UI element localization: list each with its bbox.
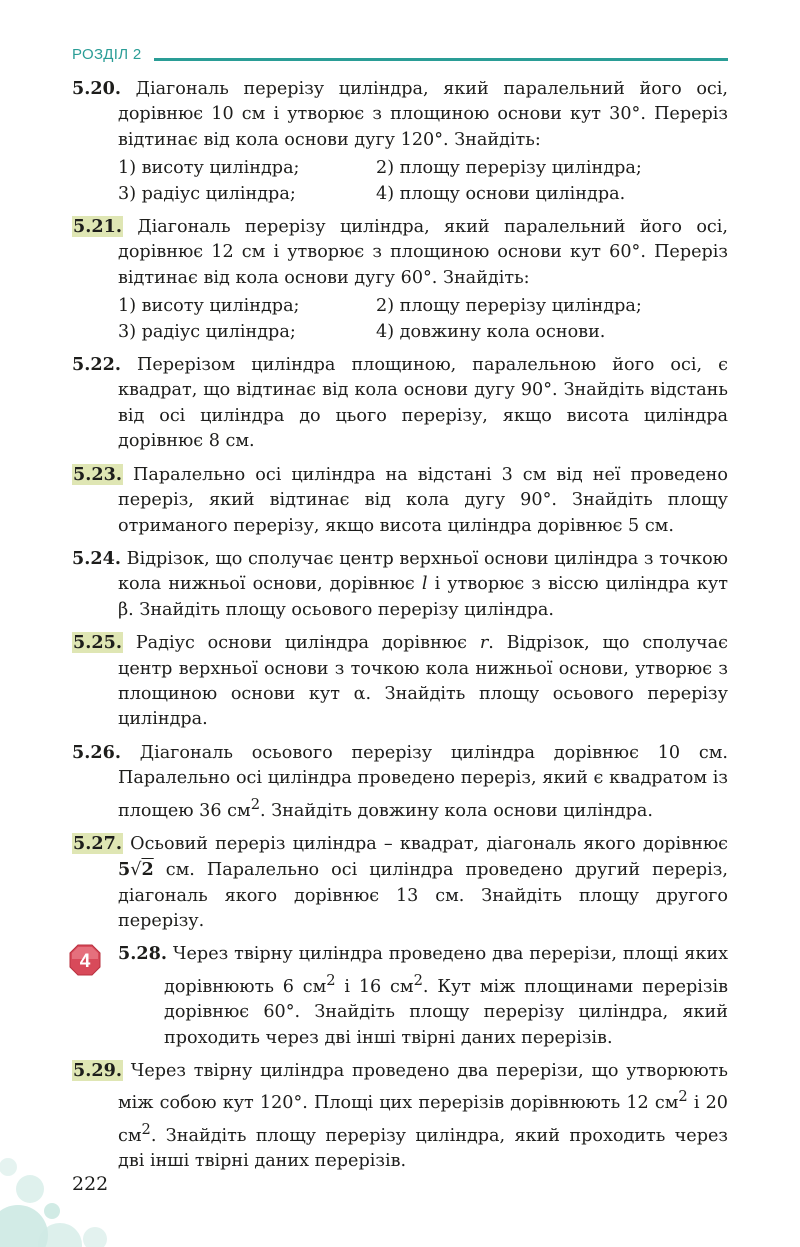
superscript: 2: [413, 971, 423, 989]
problem-number: 5.26.: [72, 741, 121, 763]
option-3: 3) радіус циліндра;: [118, 183, 296, 204]
problem-5-29: [72, 1058, 728, 1174]
problem-5-26: [72, 740, 728, 824]
problem-number: 5.22.: [72, 354, 121, 376]
problem-number: 5.25.: [73, 632, 122, 654]
problem-text-cont: і 16 см: [335, 976, 414, 997]
option-4: 4) довжину кола основи.: [376, 321, 606, 342]
option-4: 4) площу основи циліндра.: [376, 183, 626, 204]
problem-text: Осьовий переріз циліндра – квадрат, діагональ якого дорівнює: [122, 833, 728, 854]
problem-text-cont: . Кут між площинами перерізів дорівнює 60°. Знайдіть площу перерізу циліндра, який проходить через дві інші твірні даних перерізів.: [164, 976, 728, 1048]
superscript: 2: [326, 971, 336, 989]
problem-number: 5.27.: [73, 832, 122, 854]
problem-options: [72, 294, 728, 345]
problem-number: 5.20.: [72, 78, 121, 99]
problem-text-cont: і 20 см: [118, 1093, 728, 1146]
problem-text: Діагональ перерізу циліндра, який паралельний його осі, дорівнює 12 см і утворює з площиною основи кут 60°. Переріз відтинає від кола основи дугу 60°. Знайдіть:: [118, 217, 728, 288]
math-var-r: r: [479, 633, 489, 654]
problem-text-cont: . Знайдіть довжину кола основи циліндра.: [260, 800, 653, 821]
problem-5-20: [72, 76, 728, 207]
problem-text-cont: і утворює з віссю циліндра кут β. Знайдіть площу осьового перерізу циліндра.: [118, 574, 728, 620]
page-header: [72, 44, 728, 66]
problem-5-23: [72, 462, 728, 539]
option-3: 3) радіус циліндра;: [118, 321, 296, 342]
superscript: 2: [250, 795, 261, 813]
problem-5-25: [72, 630, 728, 733]
problem-number: 5.23.: [73, 463, 122, 485]
problems-list: [72, 76, 728, 1181]
superscript: 2: [141, 1120, 151, 1138]
math-coefficient: 5: [118, 859, 131, 881]
page-number: 222: [72, 1173, 109, 1195]
problem-text: Діагональ перерізу циліндра, який паралельний його осі, дорівнює 10 см і утворює з площиною основи кут 30°. Переріз відтинає від кола основи дугу 120°. Знайдіть:: [118, 79, 728, 150]
decorative-bubbles-icon: [0, 1127, 140, 1247]
problem-5-28: [72, 941, 728, 1050]
sqrt-sign: √: [130, 860, 142, 881]
section-label: РОЗДІЛ 2: [72, 46, 142, 63]
superscript: 2: [678, 1088, 688, 1106]
problem-5-27: [72, 831, 728, 935]
radicand: 2: [141, 859, 154, 881]
difficulty-level-4-icon: [68, 943, 102, 977]
option-1: 1) висоту циліндра;: [118, 296, 300, 317]
header-rule: [154, 58, 728, 61]
problem-text: Перерізом циліндра площиною, паралельною його осі, є квадрат, що відтинає від кола основи дугу 90°. Знайдіть відстань від осі циліндра до цього перерізу, якщо висота циліндра дорівнює 8 см.: [118, 355, 728, 452]
problem-text: Паралельно осі циліндра на відстані 3 см від неї проведено переріз, який відтинає від кола дугу 90°. Знайдіть площу отриманого перерізу, якщо висота циліндра дорівнює 5 см.: [118, 464, 728, 536]
option-2: 2) площу перерізу циліндра;: [376, 158, 642, 179]
problem-text: Діагональ осьового перерізу циліндра дорівнює 10 см. Паралельно осі циліндра проведено переріз, який є квадратом із площею 36 см: [118, 742, 728, 821]
problem-number: 5.24.: [72, 547, 121, 569]
problem-text: Відрізок, що сполучає центр верхньої основи циліндра з точкою кола нижньої основи, дорівнює: [118, 548, 728, 595]
math-var-l: l: [421, 574, 428, 595]
problem-text-cont: см. Паралельно осі циліндра проведено другий переріз, діагональ якого дорівнює 13 см. Знайдіть площу другого перерізу.: [118, 860, 728, 932]
problem-5-22: [72, 352, 728, 455]
problem-text-cont: . Знайдіть площу перерізу циліндра, який проходить через дві інші твірні даних перерізів.: [118, 1125, 728, 1171]
problem-number: 5.28.: [118, 943, 167, 965]
problem-text: Через твірну циліндра проведено два перерізи, що утворюють між собою кут 120°. Площі цих перерізів дорівнюють 12 см: [118, 1060, 728, 1114]
problem-text: Через твірну циліндра проведено два перерізи, площі яких дорівнюють 6 см: [164, 944, 728, 997]
problem-5-21: [72, 214, 728, 345]
problem-options: [72, 156, 728, 207]
option-1: 1) висоту циліндра;: [118, 158, 300, 179]
problem-5-24: [72, 546, 728, 623]
difficulty-level-label: 4: [79, 951, 91, 973]
option-2: 2) площу перерізу циліндра;: [376, 296, 642, 317]
problem-number: 5.29.: [73, 1059, 122, 1081]
problem-number: 5.21.: [73, 216, 122, 238]
problem-text-cont: . Відрізок, що сполучає центр верхньої основи з точкою кола нижньої основи, утворює з площиною основи кут α. Знайдіть площу осьового перерізу циліндра.: [118, 633, 728, 730]
problem-text: Радіус основи циліндра дорівнює: [122, 633, 480, 654]
